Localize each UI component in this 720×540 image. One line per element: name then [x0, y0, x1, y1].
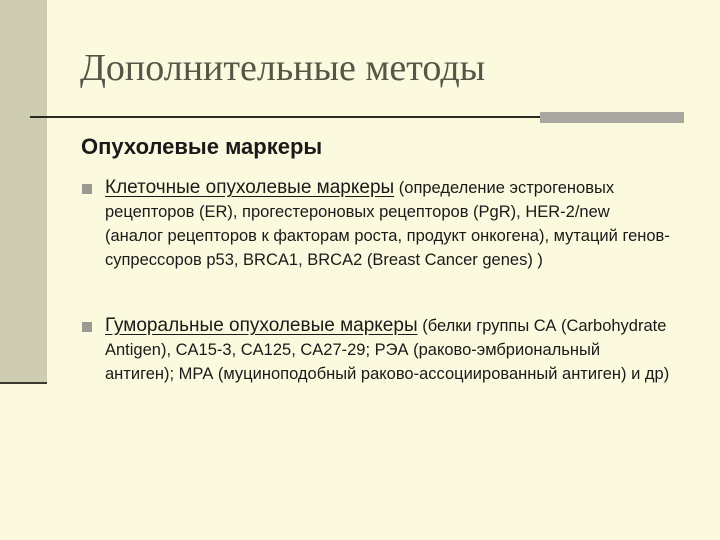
bullet-item [80, 176, 670, 272]
title-divider-accent [540, 112, 684, 123]
bullet-text [105, 314, 670, 386]
square-bullet-icon [82, 184, 92, 194]
bullet-term: Клеточные опухолевые маркеры [105, 177, 395, 198]
bullet-description: (определение эстрогеновых рецепторов (ER), прогестероновых рецепторов (PgR), HER-2/new (аналог рецепторов к факторам роста, продукт онкогена), мутаций генов-супрессоров р53, BRCA1, BRCA2 (Breast Cancer genes) ) [105, 179, 670, 269]
title-divider-line [30, 116, 540, 118]
bullet-term: Гуморальные опухолевые маркеры [105, 315, 418, 336]
bullet-text [105, 176, 670, 272]
slide-subtitle: Опухолевые маркеры [81, 134, 323, 159]
bullet-item [80, 314, 670, 386]
left-band-divider [0, 382, 47, 384]
bullet-description: (белки группы СА (Carbohydrate Antigen), CA15-3, CA125, CA27-29; РЭА (раково-эмбриональный антиген); МРА (муциноподобный раково-ассоциированный антиген) и др) [105, 317, 670, 383]
square-bullet-icon [82, 322, 92, 332]
slide-title: Дополнительные методы [80, 47, 486, 89]
left-decorative-band [0, 0, 47, 384]
